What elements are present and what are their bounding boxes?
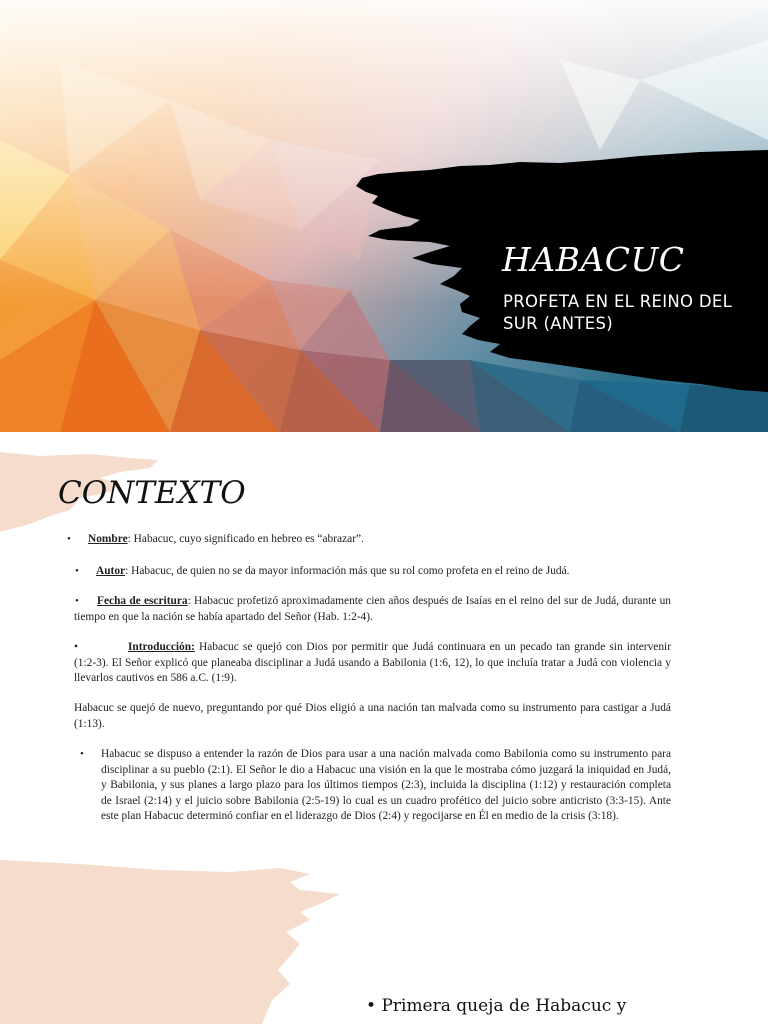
label-fecha: Fecha de escritura xyxy=(97,595,188,607)
label-nombre: Nombre xyxy=(88,533,128,545)
hero-title: HABACUC xyxy=(502,240,685,279)
item-dispuso: Habacuc se dispuso a entender la razón de Dios para usar a una nación malvada como Babilonia como su instrumento para disciplinar a su pueblo (2:1). El Señor le dio a Habacuc una visión en la que le mostraba cómo juzgará la iniquidad en Judá, y Babilonia, y sus planes a largo plazo para los últimos tiempos (2:3), incluida la disciplina (1:12) y restauración completa de Israel (2:14) y el juicio sobre Babilonia (2:5-19) lo cual es un cuadro profético del juicio sobre anticristo (3:3-15). Ante este plan Habacuc determinó confiar en el liderazgo de Dios (2:4) y regocijarse en Él en medio de la crisis (3:18). xyxy=(101,748,671,823)
text-fecha: : Habacuc profetizó aproximadamente cien años después de Isaías en el reino del sur de Judá, durante un tiempo en que la nación se había apartado del Señor (Hab. 1:2-4). xyxy=(74,595,671,623)
next-slide-text: Primera queja de Habacuc y xyxy=(381,996,627,1016)
item-nombre xyxy=(88,532,688,548)
text-nombre: : Habacuc, cuyo significado en hebreo es “abrazar”. xyxy=(127,533,364,545)
item-fecha xyxy=(74,594,671,625)
item-autor xyxy=(96,564,696,580)
label-intro: Introducción: xyxy=(128,641,195,653)
text-intro: Habacuc se quejó con Dios por permitir que Judá continuara en un pecado tan grande sin intervenir (1:2-3). El Señor explicó que planeaba disciplinar a Judá usando a Babilonia (1:6, 12), lo que incluía tratar a Judá con violencia y llevarlos cautivos en 586 a.C. (1:9). xyxy=(74,641,671,685)
bullet-fecha: • xyxy=(75,595,79,607)
paragraph-second-complaint: Habacuc se quejó de nuevo, preguntando por qué Dios eligió a una nación tan malvada como su instrumento para castigar a Judá (1:13). xyxy=(74,702,671,730)
item-intro xyxy=(74,640,671,687)
bullet-autor: • xyxy=(75,565,79,577)
peach-brush-bottom xyxy=(0,860,360,1024)
bullet-nombre: • xyxy=(67,533,71,545)
bullet-intro: • xyxy=(74,641,78,653)
next-slide-bullet: • xyxy=(366,996,377,1016)
label-autor: Autor xyxy=(96,565,126,577)
text-autor: : Habacuc, de quien no se da mayor información más que su rol como profeta en el reino de Judá. xyxy=(125,565,570,577)
low-poly-background xyxy=(0,0,768,432)
bullet-dispuso: • xyxy=(80,748,84,760)
next-slide-item xyxy=(366,996,626,1016)
hero-subtitle: PROFETA EN EL REINO DEL SUR (ANTES) xyxy=(503,292,733,333)
section-title: CONTEXTO xyxy=(58,475,246,511)
hero-banner xyxy=(0,0,768,432)
